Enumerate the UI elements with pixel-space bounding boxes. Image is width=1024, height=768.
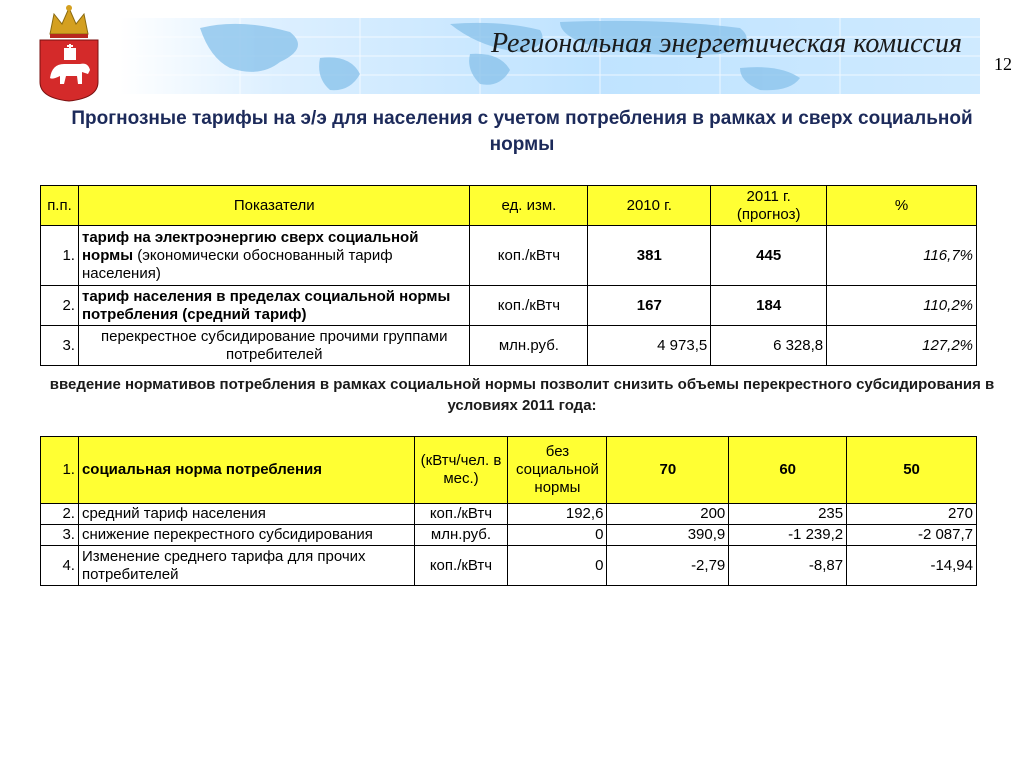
value-cell: 390,9 (607, 525, 729, 546)
indicator-cell: снижение перекрестного субсидирования (78, 525, 414, 546)
indicator-text: перекрестное субсидирование прочими группами потребителей (101, 327, 448, 363)
commission-title: Региональная энергетическая комиссия (490, 28, 962, 59)
value-cell: -14,94 (847, 546, 977, 586)
table-row (41, 504, 977, 525)
unit-cell: (кВтч/чел. в мес.) (414, 437, 508, 504)
value-cell: 200 (607, 504, 729, 525)
row-number: 1. (41, 437, 79, 504)
header-cell: ед. изм. (470, 186, 588, 226)
row-number: 1. (41, 226, 79, 286)
indicator-cell (78, 326, 470, 366)
header-cell: Показатели (78, 186, 470, 226)
social-norm-table (40, 436, 977, 586)
value-cell: 0 (508, 525, 607, 546)
value-cell: 270 (847, 504, 977, 525)
summary-note: введение нормативов потребления в рамках социальной нормы позволит снизить объемы перекрестного субсидирования в условиях 2011 года: (49, 376, 995, 414)
row-number: 2. (41, 286, 79, 326)
value-2010: 4 973,5 (588, 326, 711, 366)
value-cell: -8,87 (729, 546, 847, 586)
percent-cell: 127,2% (827, 326, 977, 366)
value-2011: 445 (711, 226, 827, 286)
indicator-cell: Изменение среднего тарифа для прочих потребителей (78, 546, 414, 586)
value-cell: 0 (508, 546, 607, 586)
indicator-bold-text: тариф населения в пределах социальной нормы потребления (средний тариф) (81, 287, 451, 323)
row-number: 2. (41, 504, 79, 525)
scenario-no-norm: без социальной нормы (508, 437, 607, 504)
scenario-50: 50 (847, 437, 977, 504)
value-cell: 235 (729, 504, 847, 525)
coat-of-arms-emblem (36, 4, 102, 102)
table-row (41, 286, 977, 326)
table-row (41, 226, 977, 286)
header-cell: 2010 г. (588, 186, 711, 226)
unit-cell: коп./кВтч (414, 546, 508, 586)
indicator-cell: средний тариф населения (78, 504, 414, 525)
value-cell: -2,79 (607, 546, 729, 586)
unit-cell: млн.руб. (414, 525, 508, 546)
header-cell: % (827, 186, 977, 226)
indicator-cell (78, 226, 470, 286)
row-number: 4. (41, 546, 79, 586)
tariff-table (40, 185, 977, 366)
row-number: 3. (41, 326, 79, 366)
header-cell: п.п. (41, 186, 79, 226)
page-title: Прогнозные тарифы на э/э для населения с учетом потребления в рамках и сверх социальной нормы (71, 108, 973, 155)
scenario-70: 70 (607, 437, 729, 504)
unit-cell: коп./кВтч (470, 286, 588, 326)
scenario-60: 60 (729, 437, 847, 504)
unit-cell: коп./кВтч (470, 226, 588, 286)
unit-cell: млн.руб. (470, 326, 588, 366)
page-number: 12 (994, 54, 1012, 74)
value-cell: 192,6 (508, 504, 607, 525)
unit-cell: коп./кВтч (414, 504, 508, 525)
percent-cell: 116,7% (827, 226, 977, 286)
header-banner (120, 18, 980, 94)
value-2011: 184 (711, 286, 827, 326)
table-row (41, 546, 977, 586)
percent-cell: 110,2% (827, 286, 977, 326)
value-cell: -1 239,2 (729, 525, 847, 546)
indicator-cell (78, 286, 470, 326)
value-cell: -2 087,7 (847, 525, 977, 546)
table-row (41, 525, 977, 546)
indicator-bold-text: тариф на электроэнергию сверх социальной нормы (81, 228, 419, 264)
value-2011: 6 328,8 (711, 326, 827, 366)
header-cell: 2011 г. (прогноз) (711, 186, 827, 226)
row-number: 3. (41, 525, 79, 546)
table-header-row (41, 186, 977, 226)
indicator-text: (экономически обоснованный тариф населения) (81, 246, 393, 282)
value-2010: 167 (588, 286, 711, 326)
indicator-cell: социальная норма потребления (78, 437, 414, 504)
table-header-row (41, 437, 977, 504)
table-row (41, 326, 977, 366)
value-2010: 381 (588, 226, 711, 286)
